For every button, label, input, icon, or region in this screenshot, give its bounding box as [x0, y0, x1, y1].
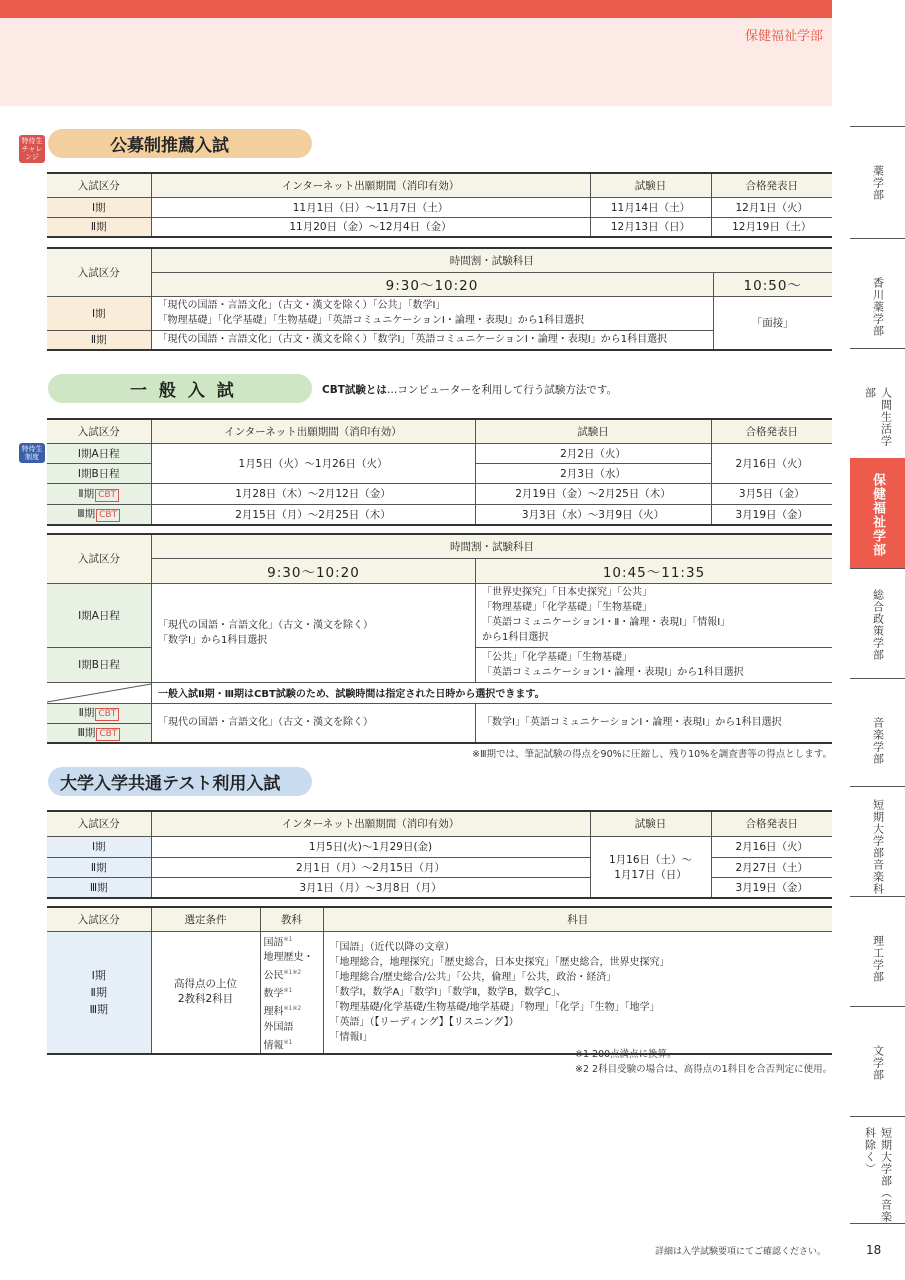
sidebar-item-pharmacy[interactable]: 薬学部 — [850, 126, 905, 238]
table-row: Ⅰ期 11月1日（日）～11月7日（土） 11月14日（土） 12月1日（火） — [47, 197, 832, 217]
top-color-bar — [0, 0, 832, 18]
cbt-tag: CBT — [95, 489, 119, 502]
ippan-timetable: 入試区分 時間割・試験科目 9:30～10:20 10:45～11:35 Ⅰ期A日程 「現代の国語・言語文化」（古文・漢文を除く） 「数学Ⅰ」から1科目選択 「世界史探究」「日本史探究」「公共」 「物理基礎」「化学基礎」「生物基礎」 「英語コミュニケーションⅠ・Ⅱ・論理・表現Ⅰ」「情報Ⅰ」 から1科目選択 Ⅰ期B日程 「公共」「化学基礎」「生物基礎」 「英語コミュニケーションⅠ・論理・表現Ⅰ」から1科目選択 一般入試Ⅱ期・Ⅲ期はCBT試験のため、試験時間は指定された日時から選択できます。 Ⅱ期 CBT 「現代の国語・言語文化」（古文・漢文を除く） 「数学Ⅰ」「英語コミュニケーションⅠ・論理・表現Ⅰ」から1科目選択 Ⅲ期 CBT — [47, 533, 832, 744]
sidebar-item-kagawa-pharmacy[interactable]: 香川薬学部 — [850, 238, 905, 348]
kyotsu-title: 大学入学共通テスト利用入試 — [48, 767, 312, 796]
table-row: Ⅲ期 CBT — [47, 723, 832, 743]
kyotsu-schedule-table: 入試区分 インターネット出願期間（消印有効） 試験日 合格発表日 Ⅰ期 1月5日(火)～1月29日(金) 1月16日（土）～ 1月17日（日） 2月16日（火） Ⅱ期 2月1日（月）～2月15日（月） 2月27日（土） Ⅲ期 3月1日（月）～3月8日（月） 3月19日（金） — [47, 810, 832, 899]
col-header: 入試区分 — [47, 173, 151, 197]
sidebar-item-literature[interactable]: 文学部 — [850, 1006, 905, 1116]
table-row: Ⅲ期 3月1日（月）～3月8日（月） 3月19日（金） — [47, 877, 832, 898]
scholarship-badge: 特待生制度 — [19, 443, 45, 463]
cbt-tag: CBT — [95, 708, 119, 721]
suisen-timetable: 入試区分 時間割・試験科目 9:30～10:20 10:50～ Ⅰ期 「現代の国語・言語文化」（古文・漢文を除く）「公共」「数学Ⅰ」 「物理基礎」「化学基礎」「生物基礎」「英語コミュニケーションⅠ・論理・表現Ⅰ」から1科目選択 「面接」 Ⅱ期 「現代の国語・言語文化」（古文・漢文を除く）「数学Ⅰ」「英語コミュニケーションⅠ・論理・表現Ⅰ」から1科目選択 — [47, 247, 832, 351]
cbt-explanation: CBT試験とは…コンピューターを利用して行う試験方法です。 — [322, 384, 618, 396]
col-header: 合格発表日 — [711, 173, 832, 197]
cbt-tag: CBT — [96, 509, 120, 522]
table-row: Ⅰ期 「現代の国語・言語文化」（古文・漢文を除く）「公共」「数学Ⅰ」 「物理基礎」「化学基礎」「生物基礎」「英語コミュニケーションⅠ・論理・表現Ⅰ」から1科目選択 「面接」 — [47, 296, 832, 330]
sidebar-item-human-life[interactable]: 人間生活学部 — [850, 348, 905, 458]
ippan-schedule-table: 入試区分 インターネット出願期間（消印有効） 試験日 合格発表日 Ⅰ期A日程 1月5日（火）～1月26日（火） 2月2日（火） 2月16日（火） Ⅰ期B日程 2月3日（水） Ⅱ期 CBT 1月28日（木）～2月12日（金） 2月19日（金）～2月25日（木） 3月5日（金） Ⅲ期 CBT 2月15日（月）～2月25日（木） 3月3日（水）～3月9日（火） 3月19日（金） — [47, 418, 832, 526]
sidebar-item-junior-music[interactable]: 短期大学部音楽科 — [850, 786, 905, 896]
table-row: Ⅰ期A日程 1月5日（火）～1月26日（火） 2月2日（火） 2月16日（火） — [47, 443, 832, 463]
table-row: Ⅰ期 Ⅱ期 Ⅲ期 高得点の上位 2教科2科目 国語$^{※1}$ 地理歴史・ 公民$^{※1※2}$ 数学$^{※1}$ 理科$^{※1※2}$ 外国語 情報$^{※1}$ 「国語」（近代以降の文章） 「地理総合，地理探究」「歴史総合，日本史探究」「歴史総合，世界史探究」 「地理総合/歴史総合/公共」「公共，倫理」「公共，政治・経済」 「数学Ⅰ，数学A」「数学Ⅰ」「数学Ⅱ，数学B，数学C」、 「物理基礎/化学基礎/生物基礎/地学基礎」「物理」「化学」「生物」「地学」 「英語」（【リーディング】【リスニング】） 「情報Ⅰ」 — [47, 931, 832, 1054]
sidebar-item-science-engineering[interactable]: 理工学部 — [850, 896, 905, 1006]
page-number: 18 — [866, 1243, 882, 1257]
table-row: Ⅰ期 1月5日(火)～1月29日(金) 1月16日（土）～ 1月17日（日） 2月16日（火） — [47, 836, 832, 857]
col-header: インターネット出願期間（消印有効） — [151, 173, 590, 197]
table-row: Ⅰ期A日程 「現代の国語・言語文化」（古文・漢文を除く） 「数学Ⅰ」から1科目選択 「世界史探究」「日本史探究」「公共」 「物理基礎」「化学基礎」「生物基礎」 「英語コミュニケーションⅠ・Ⅱ・論理・表現Ⅰ」「情報Ⅰ」 から1科目選択 — [47, 583, 832, 647]
sidebar-item-policy[interactable]: 総合政策学部 — [850, 568, 905, 678]
table-row: Ⅰ期B日程 2月3日（水） — [47, 463, 832, 483]
table-row: Ⅲ期 CBT 2月15日（月）～2月25日（木） 3月3日（水）～3月9日（火） 3月19日（金） — [47, 504, 832, 525]
table-row: 一般入試Ⅱ期・Ⅲ期はCBT試験のため、試験時間は指定された日時から選択できます。 — [47, 682, 832, 703]
sidebar-item-music[interactable]: 音楽学部 — [850, 678, 905, 786]
table-row: Ⅱ期 11月20日（金）～12月4日（金） 12月13日（日） 12月19日（土） — [47, 217, 832, 237]
department-title: 保健福祉学部 — [744, 29, 823, 44]
challenge-badge: 特待生チャレンジ — [19, 135, 45, 163]
diagonal-line — [47, 683, 151, 703]
suisen-title: 公募制推薦入試 — [48, 129, 312, 158]
table-row: Ⅱ期 CBT 1月28日（木）～2月12日（金） 2月19日（金）～2月25日（木） 3月5日（金） — [47, 483, 832, 504]
kyotsu-note-1: ※1 200点満点に換算。 — [575, 1049, 677, 1060]
kyotsu-subject-table: 入試区分 選定条件 教科 科目 Ⅰ期 Ⅱ期 Ⅲ期 高得点の上位 2教科2科目 国語$^{※1}$ 地理歴史・ 公民$^{※1※2}$ 数学$^{※1}$ 理科$^{※1※2}$ 外国語 情報$^{※1}$ 「国語」（近代以降の文章） 「地理総合，地理探究」「歴史総合，日本史探究」「歴史総合，世界史探究」 「地理総合/歴史総合/公共」「公共，倫理」「公共，政治・経済」 「数学Ⅰ，数学A」「数学Ⅰ」「数学Ⅱ，数学B，数学C」、 「物理基礎/化学基礎/生物基礎/地学基礎」「物理」「化学」「生物」「地学」 「英語」（【リーディング】【リスニング】） 「情報Ⅰ」 — [47, 906, 832, 1055]
ippan-note: ※Ⅲ期では、筆記試験の得点を90%に圧縮し、残り10%を調査書等の得点とします。 — [472, 749, 832, 760]
header-band — [0, 18, 832, 106]
suisen-schedule-table — [47, 172, 832, 238]
cbt-tag: CBT — [96, 728, 120, 741]
table-row: Ⅱ期 2月1日（月）～2月15日（月） 2月27日（土） — [47, 857, 832, 877]
table-row: Ⅰ期B日程 「公共」「化学基礎」「生物基礎」 「英語コミュニケーションⅠ・論理・表現Ⅰ」から1科目選択 — [47, 647, 832, 682]
table-row: Ⅱ期 「現代の国語・言語文化」（古文・漢文を除く）「数学Ⅰ」「英語コミュニケーションⅠ・論理・表現Ⅰ」から1科目選択 — [47, 330, 832, 350]
ippan-title: 一 般 入 試 — [48, 374, 312, 403]
footer-note: 詳細は入学試験要項にてご確認ください。 — [655, 1247, 827, 1257]
sidebar-item-health-welfare[interactable]: 保健福祉学部 — [850, 458, 905, 568]
col-header: 試験日 — [590, 173, 711, 197]
kyotsu-note-2: ※2 2科目受験の場合は、高得点の1科目を合否判定に使用。 — [575, 1064, 833, 1075]
sidebar-item-junior-college[interactable]: 短期大学部（音楽科除く） — [850, 1116, 905, 1224]
table-row: Ⅱ期 CBT 「現代の国語・言語文化」（古文・漢文を除く） 「数学Ⅰ」「英語コミュニケーションⅠ・論理・表現Ⅰ」から1科目選択 — [47, 703, 832, 723]
